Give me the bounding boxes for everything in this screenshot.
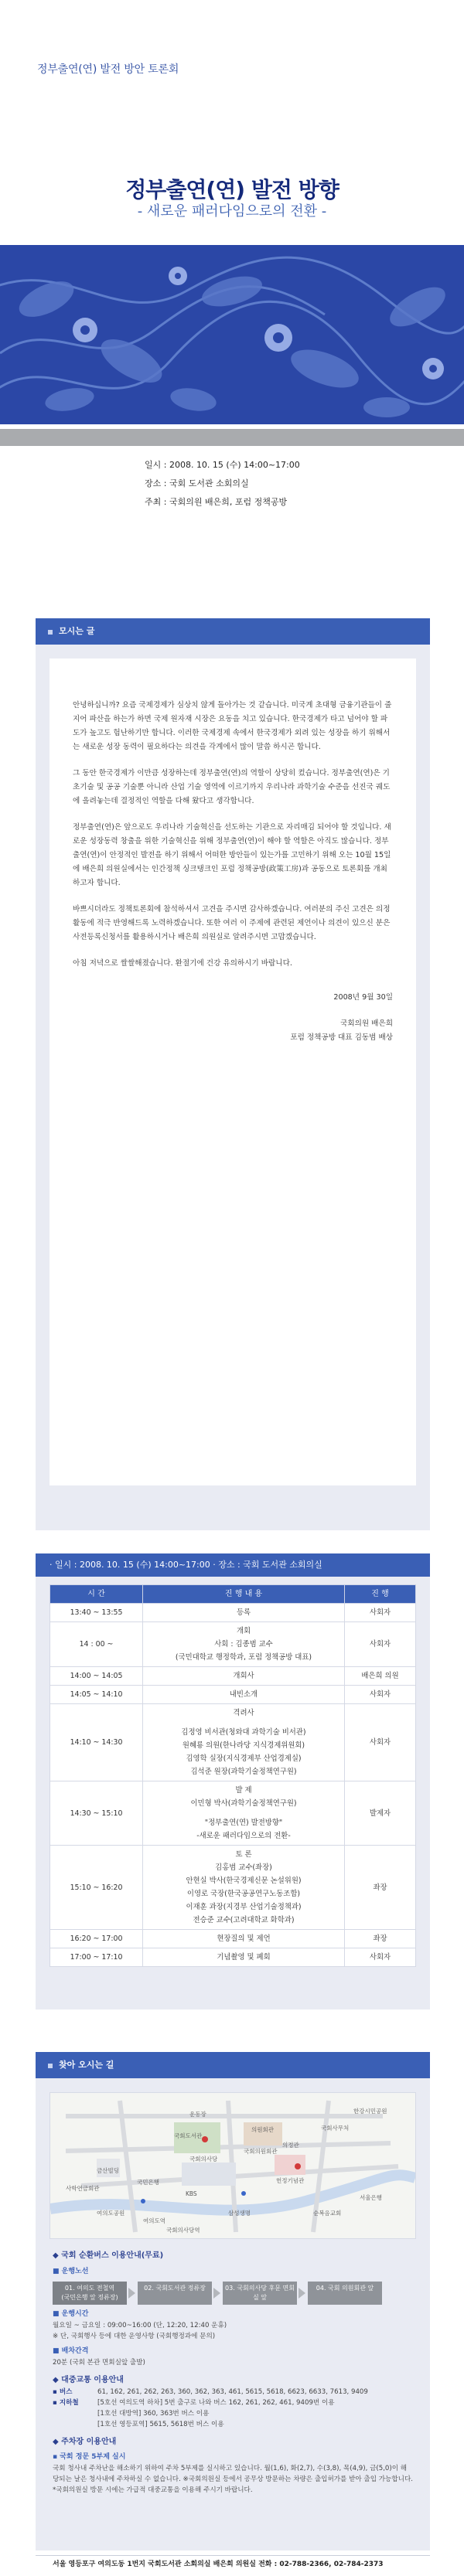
row-content-line: 등록 <box>236 1608 251 1617</box>
invitation-section <box>36 618 430 1530</box>
arrow-right-icon <box>127 2282 138 2305</box>
table-row <box>50 1667 416 1686</box>
map-label: 국회의원회관 <box>244 2148 278 2155</box>
subway-text: [1호선 대방역] 360, 363번 버스 이용 <box>97 2409 210 2418</box>
subway-row <box>53 2419 413 2430</box>
map-label: 의정관 <box>282 2142 299 2149</box>
bus-label: ▪ 버스 <box>53 2387 73 2396</box>
series-title: 정부출연(연) 발전 방안 토론회 <box>37 63 179 76</box>
row-time: 15:10 ~ 16:20 <box>50 1846 143 1930</box>
transit-title: ◆ 대중교통 이용안내 <box>53 2376 124 2385</box>
row-content-line: 개회 <box>236 1627 251 1635</box>
row-time: 14:10 ~ 14:30 <box>50 1704 143 1781</box>
route-step: 03. 국회의사당 후문 면회실 앞 <box>223 2282 297 2305</box>
row-content-line: 전승준 교수(고려대학교 화학과) <box>193 1916 295 1924</box>
location-map <box>49 2092 416 2239</box>
arrow-right-icon <box>297 2282 308 2305</box>
map-label: 국회의사당역 <box>166 2227 200 2234</box>
row-content-line: 이민형 박사(과학기술정책연구원) <box>190 1799 297 1808</box>
row-content-line: "정부출연(연) 발전방향" <box>204 1819 283 1827</box>
time-note: ※ 단, 국회행사 등에 대한 운영사항 (국회행정과에 문의) <box>53 2333 216 2341</box>
column-header-chair: 진 행 <box>345 1585 416 1604</box>
parking-subtitle: ▪ 국회 정문 5부제 실시 <box>53 2453 126 2462</box>
row-content-line: 기념촬영 및 폐회 <box>217 1953 271 1962</box>
interval-subtitle: ■ 배차간격 <box>53 2347 89 2356</box>
row-content-line: 사회 : 김종범 교수 <box>214 1640 273 1649</box>
subway-text: [1호선 영등포역] 5615, 5618번 버스 이용 <box>97 2420 224 2428</box>
row-content-line: 개회사 <box>233 1672 254 1680</box>
map-label: 순복음교회 <box>313 2210 342 2217</box>
floral-pattern-icon <box>0 245 464 424</box>
table-row <box>50 1622 416 1667</box>
map-label: 서울은행 <box>360 2194 382 2201</box>
row-chair: 발제자 <box>345 1781 416 1846</box>
invitation-heading-text: 모시는 글 <box>59 626 95 636</box>
map-label: 여의도역 <box>143 2217 165 2224</box>
event-datetime: 일시 : 2008. 10. 15 (수) 14:00~17:00 <box>145 460 300 470</box>
schedule-table <box>49 1584 416 1967</box>
row-content-line: 김홍범 교수(좌장) <box>215 1863 272 1872</box>
map-label: 한강시민공원 <box>353 2108 387 2115</box>
map-label: KBS <box>186 2190 197 2197</box>
time-subtitle: ■ 운행시간 <box>53 2310 89 2319</box>
row-content <box>143 1846 345 1930</box>
parking-text: 국회 청사내 주차난을 해소하기 위하여 주차 5부제를 실시하고 있습니다. 월(1,6), 화(2,7), 수(3,8), 목(4,9), 금(5,0)이 해당되는 날은 청사내에 주차하실 수 없습니다. ※국회의원실 등에서 공무상 방문하는 차량은 출입허가를 받아 출입 가능합니다. <box>53 2465 413 2484</box>
divider-bar <box>0 429 464 446</box>
row-content <box>143 1686 345 1704</box>
main-title: 정부출연(연) 발전 방향 <box>125 177 339 202</box>
table-header-row <box>50 1585 416 1604</box>
route-step: 04. 국회 의원회관 앞 <box>308 2282 382 2305</box>
letter-paragraph: 정부출연(연)은 앞으로도 우리나라 기술혁신을 선도하는 기관으로 자리매김 되어야 할 것입니다. 새로운 성장동력 창출을 위한 기술혁신을 위해 정부출연(연)이 해야 할 역할은 아직도 많습니다. 정부출연(연)이 안정적인 발전을 하기 위해서 어떠한 방안들이 있는가를 고민하기 위해 오는 10월 15일에 배은희 의원실에서는 인간정책 싱크탱크인 포럼 정책공방(政策工房)과 공동으로 토론회를 개최하고자 합니다. <box>73 823 391 887</box>
map-label: 국민은행 <box>137 2179 159 2186</box>
row-content-line: 토 론 <box>235 1850 252 1859</box>
subway-row <box>53 2408 413 2419</box>
map-label: 여의도공원 <box>97 2210 125 2217</box>
bus-numbers: 61, 162, 261, 262, 263, 360, 362, 363, 461, 5615, 5618, 6623, 6633, 7613, 9409 <box>97 2387 368 2396</box>
schedule-rows <box>50 1604 416 1967</box>
subway-row <box>53 2397 413 2408</box>
parking-note: *국회의원실 방문 시에는 가급적 대중교통을 이용해 주시기 바랍니다. <box>53 2486 253 2495</box>
row-content-line <box>146 1810 341 1816</box>
table-row <box>50 1781 416 1846</box>
row-content-line: 발 제 <box>235 1786 252 1795</box>
map-label: 금산빌딩 <box>97 2167 119 2174</box>
footer-contact: 서울 영등포구 여의도동 1번지 국회도서관 소회의실 배은희 의원실 전화 : 02-788-2366, 02-784-2373 <box>36 2555 430 2572</box>
letter-date: 2008년 9월 30일 <box>333 993 393 1002</box>
row-chair: 사회자 <box>345 1704 416 1781</box>
directions-text <box>36 2250 430 2505</box>
row-time: 14:00 ~ 14:05 <box>50 1667 143 1686</box>
map-label: 운동장 <box>189 2111 206 2118</box>
row-content <box>143 1930 345 1948</box>
row-chair: 사회자 <box>345 1622 416 1667</box>
route-step: 01. 여의도 전철역 (국민은행 앞 정류장) <box>53 2282 127 2305</box>
route-subtitle: ■ 운행노선 <box>53 2267 89 2275</box>
row-content-line: 안현실 박사(한국경제신문 논설위원) <box>186 1877 302 1885</box>
shuttle-title: ◆ 국회 순환버스 이용안내(무료) <box>53 2251 164 2260</box>
invitation-heading <box>36 618 430 645</box>
row-time: 17:00 ~ 17:10 <box>50 1948 143 1967</box>
row-content-line: 내빈소개 <box>229 1690 258 1699</box>
letter-paragraph: 바쁘시더라도 정책토론회에 참석하셔서 고견을 주시면 감사하겠습니다. 여러분의 주신 고견은 의정 활동에 적극 반영해드록 노력하겠습니다. 또한 여러 이 주제에 관련된 제언이나 의견이 있으신 분은 사전등록신청서를 활용하시거나 배은희 의원실로 알려주시면 고맙겠습니다. <box>73 905 391 941</box>
directions-section <box>36 2052 430 2550</box>
row-time: 14:30 ~ 15:10 <box>50 1781 143 1846</box>
event-venue: 장소 : 국회 도서관 소회의실 <box>145 478 249 488</box>
table-row <box>50 1948 416 1967</box>
row-content <box>143 1667 345 1686</box>
table-row <box>50 1930 416 1948</box>
square-bullet-icon <box>48 630 53 635</box>
row-content-line: 김정영 비서관(청와대 과학기술 비서관) <box>181 1728 306 1737</box>
row-content-line <box>146 1720 341 1726</box>
table-row <box>50 1686 416 1704</box>
interval-text: 20분 (국회 본관 면회실앞 출발) <box>53 2359 145 2367</box>
route-step: 02. 국회도서관 정류장 <box>138 2282 212 2305</box>
letter-paragraph: 아침 저녁으로 쌀쌀해졌습니다. 환절기에 건강 유의하시기 바랍니다. <box>73 959 292 968</box>
table-row <box>50 1704 416 1781</box>
row-time: 16:20 ~ 17:00 <box>50 1930 143 1948</box>
table-row <box>50 1604 416 1622</box>
row-chair: 좌장 <box>345 1846 416 1930</box>
sub-title: - 새로운 패러다임으로의 전환 - <box>137 203 327 219</box>
arrow-right-icon <box>212 2282 223 2305</box>
subway-text: [5호선 여의도역 하차] 5번 출구로 나와 버스 162, 261, 262, 461, 9409번 이용 <box>97 2398 335 2407</box>
letter-signature-org: 포럼 정책공방 대표 김동범 배상 <box>290 1033 393 1042</box>
column-header-time: 시 간 <box>50 1585 143 1604</box>
decorative-banner <box>0 245 464 424</box>
row-time: 13:40 ~ 13:55 <box>50 1604 143 1622</box>
row-content <box>143 1622 345 1667</box>
row-content-line: 김석준 원장(과학기술정책연구원) <box>190 1768 297 1776</box>
schedule-body <box>36 1577 430 1979</box>
directions-heading <box>36 2052 430 2078</box>
row-content-line: 김영학 실장(지식경제부 산업경제실) <box>186 1754 302 1763</box>
row-content <box>143 1604 345 1622</box>
schedule-section <box>36 1553 430 2009</box>
row-chair: 배은희 의원 <box>345 1667 416 1686</box>
map-label: 국회의사당 <box>189 2156 218 2163</box>
shuttle-route <box>53 2282 413 2305</box>
row-content-line: 현장질의 및 제언 <box>217 1935 271 1943</box>
row-content <box>143 1704 345 1781</box>
column-header-content: 진 행 내 용 <box>143 1585 345 1604</box>
map-label: 헌정기념관 <box>276 2177 305 2184</box>
letter-paragraph: 안녕하십니까? 요즘 국제경제가 심상치 않게 돌아가는 것 같습니다. 미국계 초대형 금융기관들이 줄지어 파산을 하는가 하면 국제 원자재 시장은 요동을 치고 있습니다. 한국경제가 타고 넘어야 할 파도가 높고도 험난하기만 합니다. 이러한 국제경제 속에서 한국경제가 외려 있는 성장을 하기 위해서는 새로운 성장 동력이 필요하다는 의견을 각계에서 많이 말씀 하시곤 합니다. <box>73 701 392 751</box>
row-content-line: (국민대학교 행정학과, 포럼 정책공방 대표) <box>175 1653 312 1662</box>
row-content-line: 원혜룡 의원(한나라당 지식경제위원회) <box>182 1741 305 1750</box>
invitation-letter <box>49 658 416 1485</box>
map-label: 삼성생명 <box>228 2210 251 2217</box>
row-content-line: 이영로 국장(한국공공연구노동조합) <box>186 1890 301 1898</box>
row-content-line: 격려사 <box>233 1709 254 1717</box>
row-content <box>143 1948 345 1967</box>
map-label: 국회도서관 <box>174 2132 203 2139</box>
letter-paragraph: 그 동안 한국경제가 이만큼 성장하는데 정부출연(연)의 역할이 상당히 컸습니다. 정부출연(연)은 기초기술 및 공공 기술뿐 아니라 산업 기술 영역에 이르기까지 우리나라 과학기술 수준을 선진국 궤도에 올려놓는데 결정적인 역할을 다해 왔다고 생각합니다. <box>73 769 391 805</box>
row-chair: 좌장 <box>345 1930 416 1948</box>
map-label: 사학연금회관 <box>66 2185 100 2192</box>
row-content <box>143 1781 345 1846</box>
event-info <box>145 456 438 512</box>
schedule-banner: · 일시 : 2008. 10. 15 (수) 14:00~17:00 · 장소 : 국회 도서관 소회의실 <box>36 1553 430 1577</box>
square-bullet-icon <box>48 2064 53 2068</box>
row-chair: 사회자 <box>345 1948 416 1967</box>
table-row <box>50 1846 416 1930</box>
row-time: 14 : 00 ~ <box>50 1622 143 1667</box>
row-time: 14:05 ~ 14:10 <box>50 1686 143 1704</box>
bus-row <box>53 2387 413 2397</box>
map-label: 국회사무처 <box>321 2125 350 2132</box>
time-text: 월요일 ~ 금요일 : 09:00~16:00 (단, 12:20, 12:40 운휴) <box>53 2322 227 2330</box>
subway-label: ▪ 지하철 <box>53 2398 79 2407</box>
row-content-line: -새로운 패러다임으로의 전환- <box>196 1832 291 1840</box>
letter-signature: 국회의원 배은희 <box>340 1019 393 1028</box>
row-content-line: 이재훈 과장(지경부 산업기술정책과) <box>186 1903 302 1911</box>
event-host: 주최 : 국회의원 배은희, 포럼 정책공방 <box>145 497 288 507</box>
row-chair: 사회자 <box>345 1686 416 1704</box>
map-label: 의원회관 <box>251 2126 274 2133</box>
parking-title: ◆ 주차장 이용안내 <box>53 2437 117 2446</box>
directions-heading-text: 찾아 오시는 길 <box>59 2060 114 2070</box>
row-chair: 사회자 <box>345 1604 416 1622</box>
